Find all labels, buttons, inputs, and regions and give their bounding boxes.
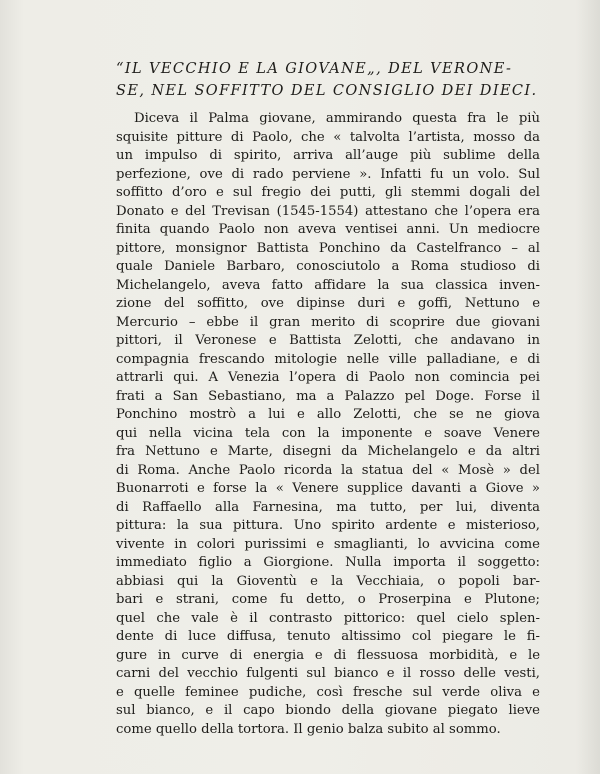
heading-line: “IL VECCHIO E LA GIOVANE„, DEL VERONE- [116,61,513,77]
text-line: di Raffaello alla Farnesina, ma tutto, per lui, diventa [116,499,540,515]
text-line: Mercurio – ebbe il gran merito di scoprire due giovani [116,314,540,330]
text-line: Michelangelo, aveva fatto affidare la sua classica inven- [116,277,540,293]
text-line: e quelle feminee pudiche, così fresche sul verde oliva e [116,684,540,700]
text-line: come quello della tortora. Il genio balza subito al sommo. [116,721,501,737]
body-paragraph [116,110,540,739]
text-line: pittura: la sua pittura. Uno spirito ardente e misterioso, [116,518,540,533]
text-line: dente di luce diffusa, tenuto altissimo col piegare le fi- [116,629,540,644]
text-line: gure in curve di energia e di flessuosa morbidità, e le [116,647,540,663]
text-line: immediato figlio a Giorgione. Nulla importa il soggetto: [116,555,540,570]
text-line: di Roma. Anche Paolo ricorda la statua del « Mosè » del [116,462,540,478]
text-line: fra Nettuno e Marte, disegni da Michelangelo e da altri [116,444,540,459]
text-line: finita quando Paolo non aveva ventisei anni. Un mediocre [116,222,540,237]
text-line: Donato e del Trevisan (1545-1554) attestano che l’opera era [116,203,540,219]
text-line: vivente in colori purissimi e smaglianti, lo avvicina come [116,536,540,552]
text-line: soffitto d’oro e sul fregio dei putti, gli stemmi dogali del [116,185,540,200]
text-line: un impulso di spirito, arriva all’auge più sublime della [116,148,540,163]
text-line: zione del soffitto, ove dipinse duri e goffi, Nettuno e [116,296,540,311]
text-line: pittore, monsignor Battista Ponchino da Castelfranco – al [116,240,540,256]
text-line: carni del vecchio fulgenti sul bianco e il rosso delle vesti, [116,666,540,681]
text-line: Ponchino mostrò a lui e allo Zelotti, che se ne giova [116,407,540,422]
text-line: abbiasi qui la Gioventù e la Vecchiaia, o popoli bar- [116,573,540,589]
text-line: frati a San Sebastiano, ma a Palazzo pel Doge. Forse il [116,388,540,404]
text-line: quale Daniele Barbaro, conosciutolo a Roma studioso di [116,259,540,274]
section-heading [116,58,536,102]
text-line: attrarli qui. A Venezia l’opera di Paolo non comincia pei [116,370,540,385]
text-line: qui nella vicina tela con la imponente e soave Venere [116,425,540,441]
text-line: bari e strani, come fu detto, o Proserpina e Plutone; [116,592,540,607]
text-line: sul bianco, e il capo biondo della giovane piegato lieve [116,703,540,718]
text-line: quel che vale è il contrasto pittorico: quel cielo splen- [116,610,540,626]
text-line: pittori, il Veronese e Battista Zelotti, che andavano in [116,333,540,348]
text-line: squisite pitture di Paolo, che « talvolta l’artista, mosso da [116,129,540,145]
text-line: Diceva il Palma giovane, ammirando questa fra le più [134,111,540,126]
text-line: compagnia frescando mitologie nelle ville palladiane, e di [116,351,540,367]
heading-line: SE, NEL SOFFITTO DEL CONSIGLIO DEI DIECI. [116,83,538,99]
text-line: Buonarroti e forse la « Venere supplice davanti a Giove » [116,481,540,496]
text-line: perfezione, ove di rado perviene ». Infatti fu un volo. Sul [116,166,540,182]
